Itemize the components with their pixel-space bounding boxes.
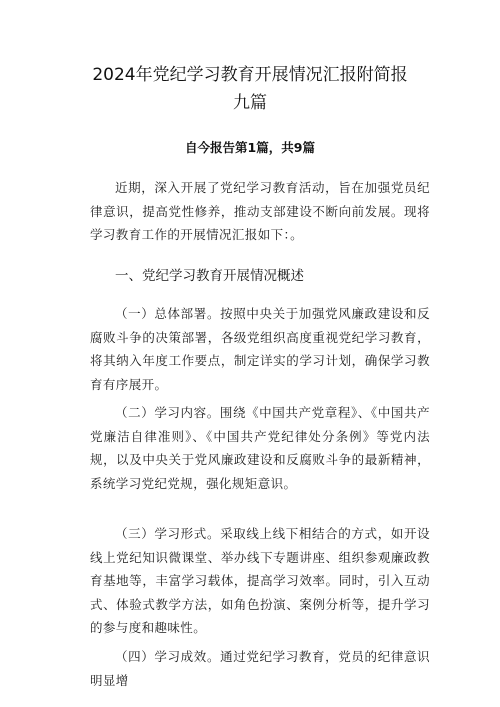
paragraph-learning-form: （三）学习形式。采取线上线下相结合的方式，如开设线上党纪知识微课堂、举办线下专题讲座、组织参观廉政教育基地等，丰富学习载体，提高学习效率。同时，引入互动式、体验式教学方法，如角色扮演、案例分析等，提升学习的参与度和趣味性。 — [90, 526, 430, 635]
section-heading: 一、党纪学习教育开展情况概述 — [115, 268, 304, 284]
intro-paragraph: 近期，深入开展了党纪学习教育活动，旨在加强党员纪律意识，提高党性修养，推动支部建设不断向前发展。现将学习教育工作的开展情况汇报如下：。 — [90, 180, 430, 242]
report-subtitle: 自今报告第1篇，共9篇 — [185, 140, 315, 155]
paragraph-overall-deployment: （一）总体部署。按照中央关于加强党风廉政建设和反腐败斗争的决策部署，各级党组织高度重视党纪学习教育，将其纳入年度工作要点，制定详实的学习计划，确保学习教育有序展开。 — [90, 306, 430, 392]
paragraph-learning-content: （二）学习内容。围绕《中国共产党章程》、《中国共产党廉洁自律准则》、《中国共产党纪律处分条例》等党内法规，以及中央关于党风廉政建设和反腐败斗争的最新精神，系统学习党纪党规，强化规矩意识。 — [90, 405, 430, 491]
paragraph-learning-results: （四）学习成效。通过党纪学习教育，党员的纪律意识明显增 — [90, 649, 430, 688]
document-title: 2024年党纪学习教育开展情况汇报附简报 — [92, 65, 408, 85]
document-title-continued: 九篇 — [233, 93, 267, 113]
